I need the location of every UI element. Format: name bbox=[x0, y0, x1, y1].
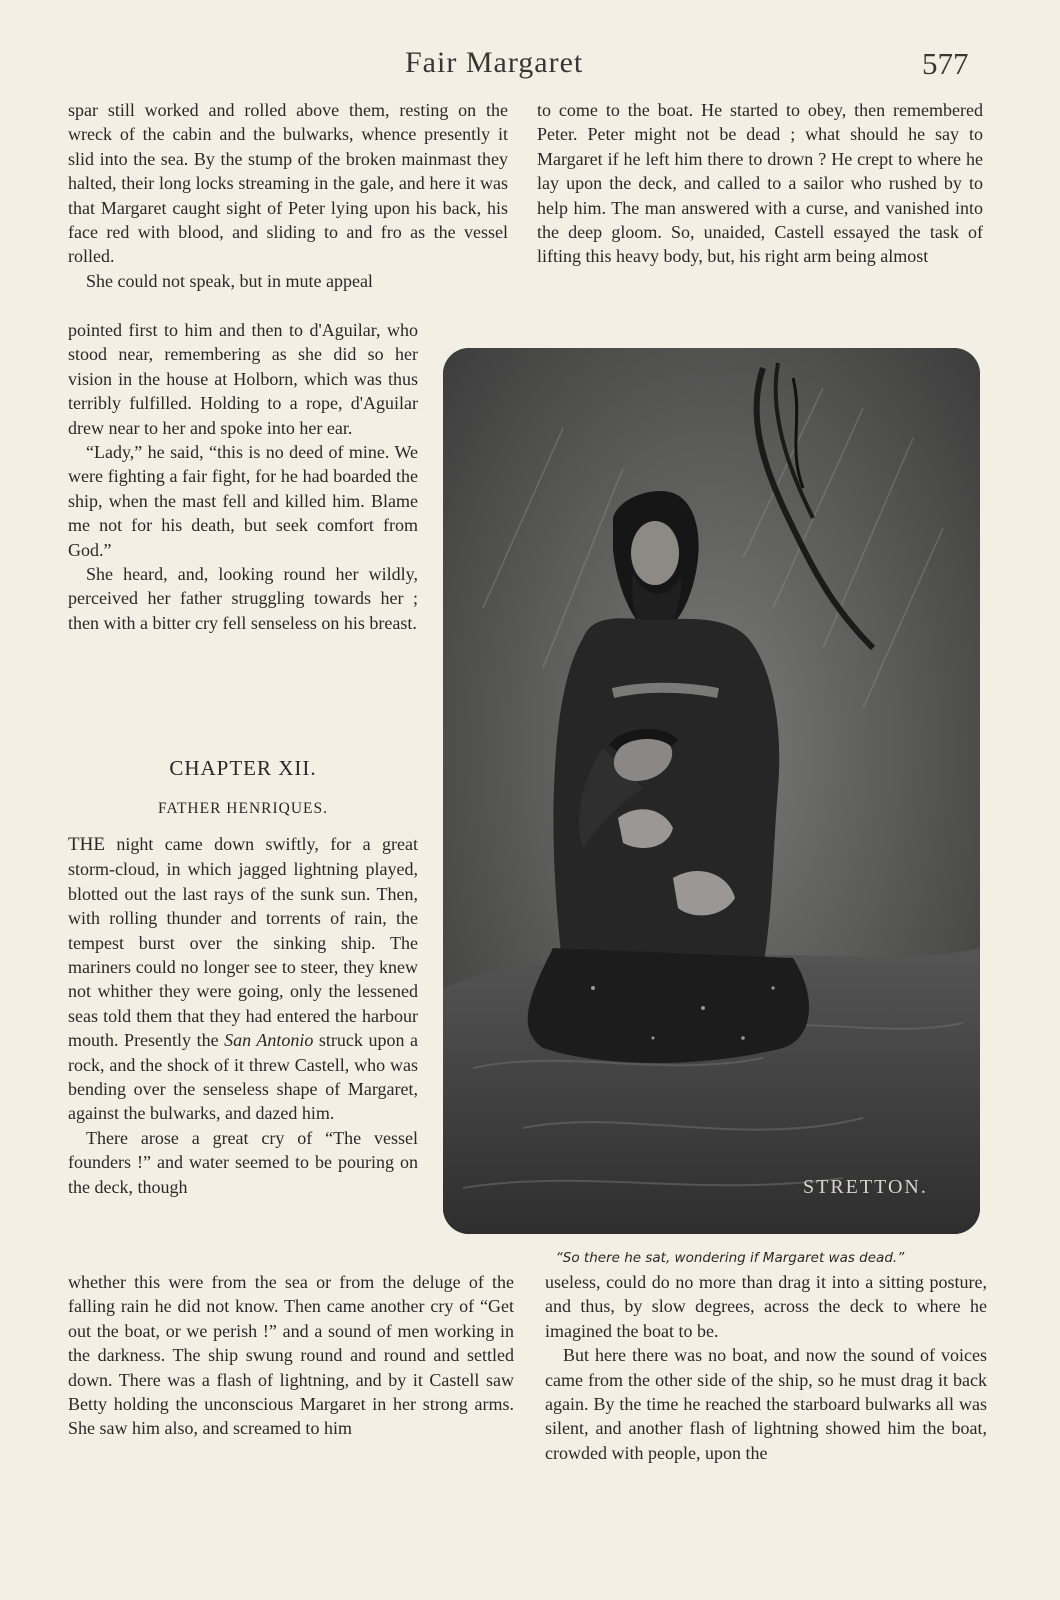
paragraph: pointed first to him and then to d'Aguilar, who stood near, remembering as she did so her vision in the house at Holborn, which was thus terribly fulfilled. Holding to a rope, d'Aguilar drew near to her and spoke into her ear. bbox=[68, 320, 418, 438]
chapter-subtitle: FATHER HENRIQUES. bbox=[158, 800, 328, 817]
paragraph-text: struck upon a rock, and the shock of it threw Castell, who was bending over the senseless shape of Margaret, against the bulwarks, and dazed him. bbox=[68, 1030, 419, 1124]
running-title: Fair Margaret bbox=[405, 46, 584, 79]
paragraph-text: night came down swiftly, for a great storm-cloud, in which jagged lightning played, blotted out the last rays of the sunk sun. Then, with rolling thunder and torrents of rain, the tempest burst over the sinking ship. The mariners could no longer see to steer, they knew not whither they were going, only the lessened seas told them that they had entered the harbour mouth. Presently the bbox=[68, 834, 418, 1051]
artist-signature: STRETTON. bbox=[803, 1176, 928, 1198]
paragraph: “Lady,” he said, “this is no deed of mine. We were fighting a fair fight, for he had boarded the ship, when the mast fell and killed him. Blame me not for his death, but seek comfort from God.” bbox=[68, 442, 418, 560]
paragraph: But here there was no boat, and now the sound of voices came from the other side of the ship, so he must drag it back again. By the time he reached the starboard bulwarks all was silent, and another flash of lightning showed him the boat, crowded with people, upon the bbox=[545, 1345, 987, 1463]
left-column-bottom bbox=[68, 1270, 514, 1441]
paragraph: She heard, and, looking round her wildly, perceived her father struggling towards her ; then with a bitter cry fell senseless on his breast. bbox=[68, 564, 418, 633]
page-number: 577 bbox=[922, 46, 969, 81]
illustration-caption: “So there he sat, wondering if Margaret was dead.” bbox=[555, 1250, 905, 1266]
paragraph: She could not speak, but in mute appeal bbox=[86, 270, 373, 291]
paragraph bbox=[68, 832, 418, 1126]
paragraph: spar still worked and rolled above them, resting on the wreck of the cabin and the bulwarks, whence presently it slid into the sea. By the stump of the broken mainmast they halted, their long locks streaming in the gale, and here it was that Margaret caught sight of Peter lying upon his back, his face red with blood, and sliding to and fro as the vessel rolled. bbox=[68, 100, 508, 267]
right-column-top bbox=[537, 98, 983, 269]
running-head bbox=[0, 46, 1060, 86]
paragraph: to come to the boat. He started to obey, then remembered Peter. Peter might not be dead ; what should he say to Margaret if he left him there to drown ? He crept to where he lay upon the deck, and called to a sailor who rushed by to help him. The man answered with a curse, and vanished into the deep gloom. So, unaided, Castell essayed the task of lifting this heavy body, but, his right arm being almost bbox=[537, 100, 983, 267]
left-column-top bbox=[68, 98, 508, 293]
chapter-heading: CHAPTER XII. bbox=[169, 756, 317, 780]
right-column-bottom bbox=[545, 1270, 987, 1465]
left-column-narrow bbox=[68, 318, 418, 635]
lead-word: THE bbox=[68, 834, 105, 855]
ship-name: San Antonio bbox=[224, 1030, 314, 1051]
paragraph: There arose a great cry of “The vessel founders !” and water seemed to be pouring on the deck, though bbox=[68, 1127, 418, 1197]
illustration bbox=[443, 348, 980, 1234]
storm-scene-drawing bbox=[443, 348, 980, 1234]
chapter-body bbox=[68, 832, 418, 1199]
paragraph: whether this were from the sea or from the deluge of the falling rain he did not know. Then came another cry of “Get out the boat, or we perish !” and a sound of men working in the darkness. The ship swung round and round and settled down. There was a flash of lightning, and by it Castell saw Betty holding the unconscious Margaret in her strong arms. She saw him also, and screamed to him bbox=[68, 1272, 514, 1439]
paragraph: useless, could do no more than drag it into a sitting posture, and thus, by slow degrees, across the deck to where he imagined the boat to be. bbox=[545, 1272, 987, 1341]
